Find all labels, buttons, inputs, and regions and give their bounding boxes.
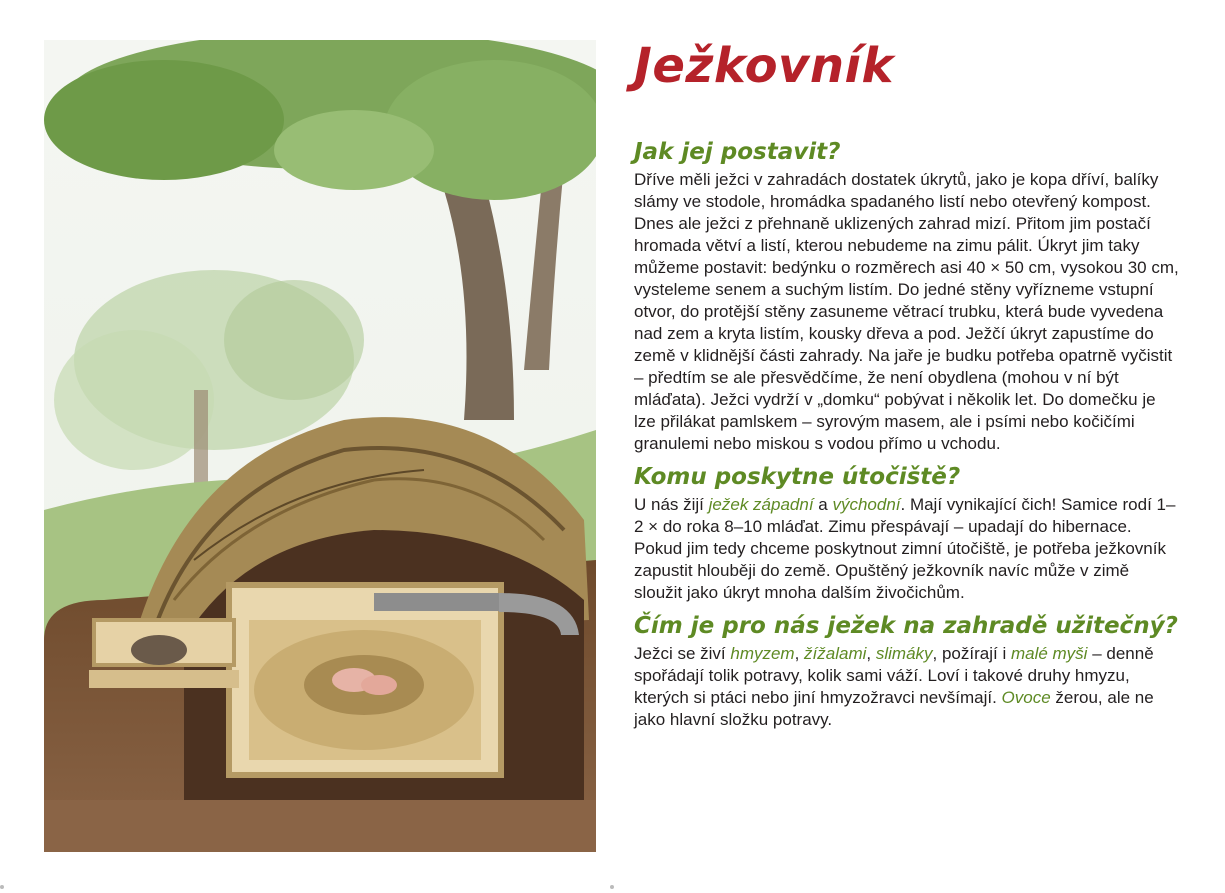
section-text-shelter: [634, 494, 1182, 604]
text-column: [634, 36, 1182, 739]
hedgehog-house-illustration: [44, 40, 596, 852]
crop-mark: [610, 885, 614, 889]
section-text-build: Dříve měli ježci v zahradách dostatek úkrytů, jako je kopa dříví, balíky slámy ve stodole, hromádka spadaného listí nebo otevřený kompost. Dnes ale ježci z přehnaně uklizených zahrad mizí. Přitom jim postačí hromada větví a listí, kterou nebudeme na zimu pálit. Úkryt jim taky můžeme postavit: bedýnku o rozměrech asi 40 × 50 cm, vysokou 30 cm, vysteleme senem a suchým listím. Do jedné stěny vyřízneme vstupní otvor, do protější stěny zasuneme větrací trubku, která bude vyvedena nad zem a kryta listím, kousky dřeva a pod. Ježčí úkryt zapustíme do země v klidnější části zahrady. Na jaře je budku potřeba opatrně vyčistit – předtím se ale přesvědčíme, že není obydlena (mohou v ní být mláďata). Ježci vydrží v „domku“ pobývat i několik let. Do domečku je lze přilákat pamlskem – syrovým masem, ale i psími nebo kočičími granulemi nebo miskou s vodou přímo u vchodu.: [634, 170, 1179, 453]
text-run: ,: [866, 644, 876, 663]
illustration-svg: [44, 40, 596, 852]
section-heading-shelter: Komu poskytne útočiště?: [634, 464, 961, 490]
section-heading-useful: Čím je pro nás ježek na zahradě užitečný?: [634, 613, 1178, 639]
text-run: ,: [794, 644, 805, 663]
text-run-highlight: ježek západní: [708, 495, 814, 514]
text-run: – denně spořádají tolik potravy, kolik sami váží. Loví i takové druhy hmyzu, kterých si ptáci nebo jiní hmyzožravci nevšímají.: [634, 644, 1154, 707]
section-heading-build: Jak jej postavit?: [634, 139, 841, 165]
text-run: , požírají i: [932, 644, 1011, 663]
section-text-useful: [634, 643, 1182, 731]
text-run: . Mají vynikající čich! Samice rodí 1–2 × do roka 8–10 mláďat. Zimu přespávají – upadají do hibernace. Pokud jim tedy chceme poskytnout zimní útočiště, je potřeba ježkovník zapustit hlouběji do země. Opuštěný ježkovník navíc může v zimě sloužit jako úkryt mnoha dalším živočichům.: [634, 495, 1176, 602]
text-run: a: [813, 495, 833, 514]
text-run-highlight: malé myši: [1010, 644, 1088, 663]
text-run-highlight: východní: [832, 495, 901, 514]
text-run-highlight: Ovoce: [1001, 688, 1051, 707]
text-run-highlight: hmyzem: [730, 644, 795, 663]
page-title: Ježkovník: [634, 38, 894, 94]
text-run-highlight: žížalami: [804, 644, 867, 663]
crop-mark: [0, 885, 4, 889]
text-run: U nás žijí: [634, 495, 709, 514]
text-run-highlight: slimáky: [875, 644, 933, 663]
text-run: Ježci se živí: [634, 644, 731, 663]
text-run: žerou, ale ne jako hlavní složku potravy.: [634, 688, 1154, 729]
